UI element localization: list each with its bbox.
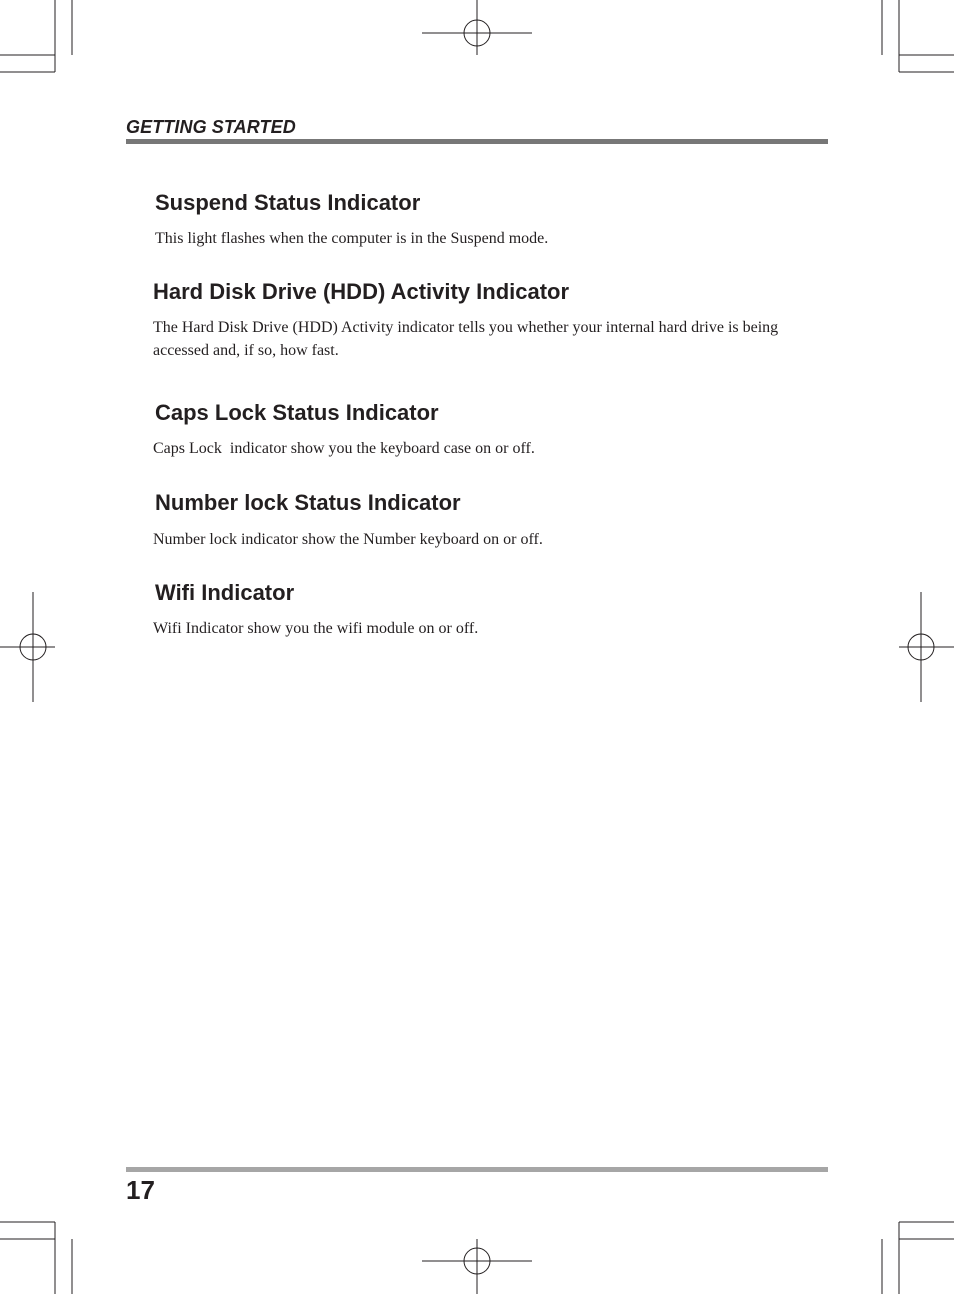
section-title: Hard Disk Drive (HDD) Activity Indicator [153,279,570,304]
section-title: Suspend Status Indicator [155,190,421,215]
page-number: 17 [126,1175,155,1205]
section-title: Wifi Indicator [155,580,295,605]
section-body: Number lock indicator show the Number keyboard on or off. [153,531,543,548]
section-title: Caps Lock Status Indicator [155,400,439,425]
section-body: Caps Lock indicator show you the keyboard case on or off. [153,440,535,457]
footer-rule [126,1167,828,1172]
header-rule [126,139,828,144]
running-header-title: GETTING STARTED [126,117,296,137]
section-body: This light flashes when the computer is in the Suspend mode. [155,230,549,247]
section-body: The Hard Disk Drive (HDD) Activity indicator tells you whether your internal hard drive is being accessed and, if so, how fast. [153,319,779,359]
section-body: Wifi Indicator show you the wifi module on or off. [153,620,479,637]
section-title: Number lock Status Indicator [155,490,461,515]
